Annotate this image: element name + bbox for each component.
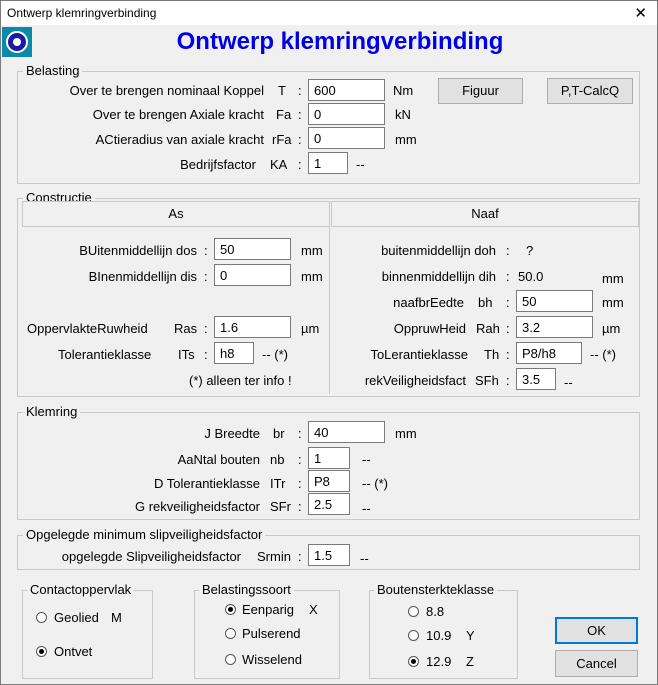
radio-8-8[interactable] (408, 606, 419, 617)
doh-value: ? (526, 243, 534, 258)
bolt-10-9-key: Y (466, 628, 475, 643)
geolied-label: Geolied (54, 610, 99, 625)
radius-input[interactable] (308, 127, 385, 149)
sfh-input[interactable] (516, 368, 556, 390)
naaf-header-label: Naaf (471, 206, 499, 221)
bedrijf-label: Bedrijfsfactor (180, 157, 256, 172)
itr-colon: : (298, 476, 302, 491)
legend-bouten: Boutensterkteklasse (374, 582, 497, 597)
dih-colon: : (506, 269, 510, 284)
column-header-as (22, 201, 330, 227)
br-colon: : (298, 426, 302, 441)
srmin-colon: : (298, 549, 302, 564)
dis-unit: mm (301, 269, 323, 284)
eenparig-key: X (309, 602, 318, 617)
eenparig-label: Eenparig (242, 602, 295, 617)
sfr-input[interactable] (308, 493, 350, 515)
radio-eenparig[interactable] (225, 604, 236, 615)
bh-input[interactable] (516, 290, 593, 312)
koppel-input[interactable] (308, 79, 385, 101)
th-colon: : (506, 347, 510, 362)
radio-pulserend[interactable] (225, 628, 236, 639)
koppel-label: Over te brengen nominaal Koppel (69, 83, 264, 98)
bolt-12-9-key: Z (466, 654, 474, 669)
br-unit: mm (395, 426, 417, 441)
radius-colon: : (298, 132, 302, 147)
dos-input[interactable] (214, 238, 291, 260)
rah-symbol: Rah (476, 321, 500, 336)
itr-unit: -- (*) (362, 476, 388, 491)
rah-colon: : (506, 321, 510, 336)
its-colon: : (204, 347, 208, 362)
radio-12-9[interactable] (408, 656, 419, 667)
th-input[interactable] (516, 342, 582, 364)
pulserend-label: Pulserend (242, 626, 301, 641)
radius-unit: mm (395, 132, 417, 147)
dih-value: 50.0 (518, 269, 544, 284)
sfh-symbol: SFh (475, 373, 499, 388)
radio-ontvet[interactable] (36, 646, 47, 657)
nb-symbol: nb (270, 452, 285, 467)
wisselend-label: Wisselend (242, 652, 302, 667)
axiaal-colon: : (298, 107, 302, 122)
legend-slip: Opgelegde minimum slipveiligheidsfactor (23, 527, 265, 542)
as-header-label: As (168, 206, 184, 221)
bh-unit: mm (602, 295, 624, 310)
radius-symbol: rFa (272, 132, 292, 147)
bolt-12-9-label: 12.9 (426, 654, 452, 669)
sfh-unit: -- (564, 375, 573, 390)
bedrijf-unit: -- (356, 157, 365, 172)
th-label: ToLerantieklasse (370, 347, 468, 362)
bedrijf-input[interactable] (308, 152, 348, 174)
dis-colon: : (204, 269, 208, 284)
its-input[interactable] (214, 342, 254, 364)
dih-unit: mm (602, 271, 624, 286)
th-symbol: Th (484, 347, 500, 362)
dos-unit: mm (301, 243, 323, 258)
nb-input[interactable] (308, 447, 350, 469)
srmin-unit: -- (360, 551, 369, 566)
srmin-symbol: Srmin (257, 549, 291, 564)
sfr-colon: : (298, 499, 302, 514)
sfr-unit: -- (362, 501, 371, 516)
group-contact (22, 590, 153, 679)
dih-label: binnenmiddellijn dih (381, 269, 496, 284)
ras-unit: µm (301, 321, 320, 336)
its-symbol: ITs (178, 347, 195, 362)
itr-symbol: ITr (270, 476, 286, 491)
sfh-label: rekVeiligheidsfact (364, 373, 466, 388)
nb-label: AaNtal bouten (177, 452, 260, 467)
itr-input[interactable] (308, 470, 350, 492)
axiaal-label: Over te brengen Axiale kracht (92, 107, 264, 122)
koppel-symbol: T (278, 83, 286, 98)
dos-label: BUitenmiddellijn dos (79, 243, 197, 258)
geolied-key: M (111, 610, 122, 625)
ras-label: OppervlakteRuwheid (27, 321, 148, 336)
page-title: Ontwerp klemringverbinding (176, 28, 504, 55)
radius-label: ACtieradius van axiale kracht (95, 132, 264, 147)
window-title: Ontwerp klemringverbinding (7, 6, 157, 20)
legend-contact: Contactoppervlak (27, 582, 134, 597)
column-header-naaf (331, 201, 639, 227)
bolt-10-9-label: 10.9 (426, 628, 452, 643)
bedrijf-colon: : (298, 157, 302, 172)
calc-button[interactable]: P,T-CalcQ (547, 78, 633, 104)
srmin-label: opgelegde Slipveiligheidsfactor (61, 549, 241, 564)
bh-label: naafbrEedte (393, 295, 464, 310)
rah-label: OppruwHeid (393, 321, 466, 336)
rah-input[interactable] (516, 316, 593, 338)
its-unit: -- (*) (262, 347, 288, 362)
sfr-symbol: SFr (270, 499, 291, 514)
nb-unit: -- (362, 452, 371, 467)
bh-colon: : (506, 295, 510, 310)
legend-belastingssoort: Belastingssoort (199, 582, 294, 597)
dis-label: BInenmiddellijn dis (88, 269, 197, 284)
dos-colon: : (204, 243, 208, 258)
doh-label: buitenmiddellijn doh (381, 243, 496, 258)
th-unit: -- (*) (590, 347, 616, 362)
bh-symbol: bh (478, 295, 493, 310)
ras-symbol: Ras (174, 321, 198, 336)
itr-label: D Tolerantieklasse (154, 476, 260, 491)
dis-input[interactable] (214, 264, 291, 286)
legend-belasting: Belasting (23, 63, 82, 78)
ontvet-label: Ontvet (54, 644, 93, 659)
br-symbol: br (273, 426, 285, 441)
koppel-unit: Nm (393, 83, 414, 98)
ok-button[interactable]: OK (555, 617, 638, 644)
radio-geolied[interactable] (36, 612, 47, 623)
bedrijf-symbol: KA (270, 157, 288, 172)
koppel-colon: : (298, 83, 302, 98)
ras-colon: : (204, 321, 208, 336)
bolt-8-8-label: 8.8 (426, 604, 445, 619)
close-icon[interactable]: ✕ (634, 5, 647, 22)
legend-klemring: Klemring (23, 404, 80, 419)
axiaal-input[interactable] (308, 103, 385, 125)
column-divider (329, 201, 330, 394)
title-bar (1, 1, 657, 25)
axiaal-unit: kN (395, 107, 411, 122)
ras-input[interactable] (214, 316, 291, 338)
legend-constructie: Constructie (23, 190, 95, 205)
axiaal-symbol: Fa (276, 107, 292, 122)
br-input[interactable] (308, 421, 385, 443)
figuur-button[interactable]: Figuur (438, 78, 523, 104)
radio-wisselend[interactable] (225, 654, 236, 665)
br-label: J Breedte (204, 426, 260, 441)
nb-colon: : (298, 452, 302, 467)
info-note: (*) alleen ter info ! (189, 373, 292, 388)
radio-10-9[interactable] (408, 630, 419, 641)
sfr-label: G rekveiligheidsfactor (135, 499, 260, 514)
its-label: Tolerantieklasse (58, 347, 152, 362)
sfh-colon: : (506, 373, 510, 388)
doh-colon: : (506, 243, 510, 258)
cancel-button[interactable]: Cancel (555, 650, 638, 677)
srmin-input[interactable] (308, 544, 350, 566)
rah-unit: µm (602, 321, 621, 336)
